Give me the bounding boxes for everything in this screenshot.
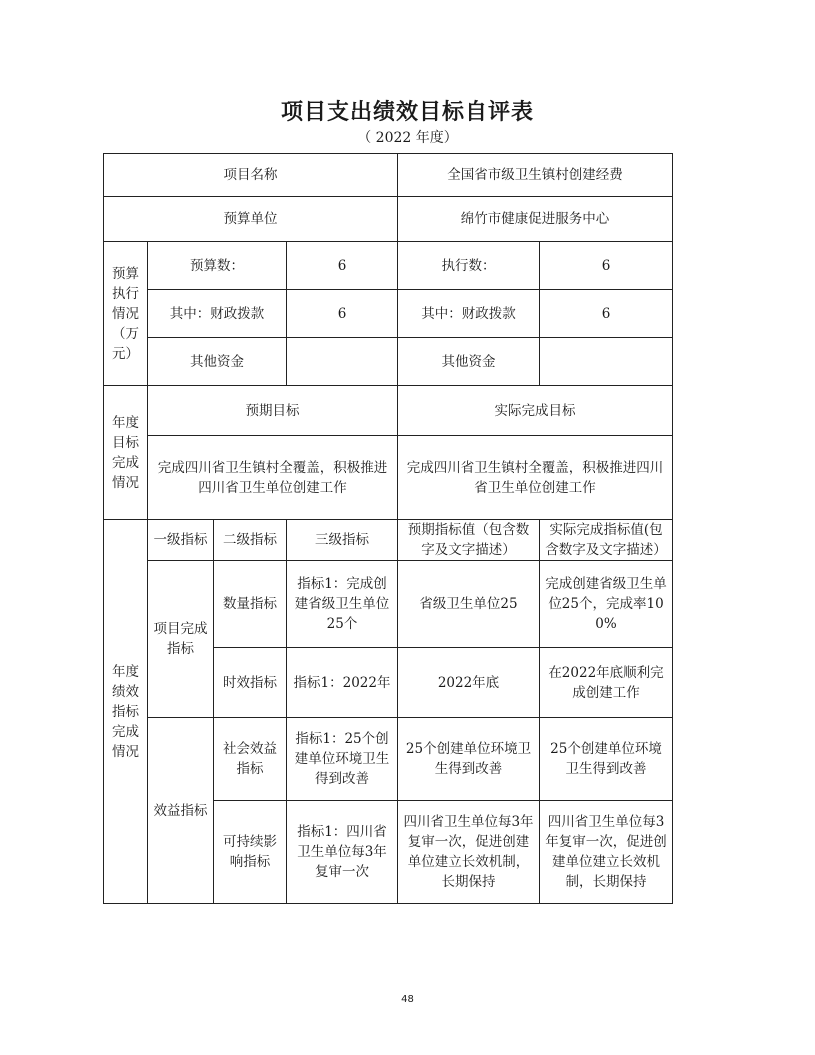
row-actual: 完成创建省级卫生单位25个，完成率100% [540,561,673,648]
row-level3: 指标1：完成创建省级卫生单位25个 [287,561,398,648]
budget-unit-label: 预算单位 [104,197,398,242]
page-number: 48 [401,994,414,1005]
other-funds-value-2 [540,338,673,386]
row-expected: 25个创建单位环境卫生得到改善 [398,718,540,801]
header-level1: 一级指标 [148,520,214,561]
expected-goal-text: 完成四川省卫生镇村全覆盖，积极推进四川省卫生单位创建工作 [148,436,398,520]
page-title: 项目支出绩效目标自评表 [280,100,534,125]
group-benefit: 效益指标 [148,718,214,904]
row-level2: 可持续影响指标 [214,801,287,904]
row-level2: 数量指标 [214,561,287,648]
self-evaluation-table [103,153,673,904]
project-name-label: 项目名称 [104,154,398,197]
actual-goal-header: 实际完成目标 [398,386,673,436]
other-funds-value-1 [287,338,398,386]
header-actual-value: 实际完成指标值(包含数字及文字描述） [540,520,673,561]
annual-goal-label: 年度目标完成情况 [104,386,148,520]
exec-amount-value: 6 [540,242,673,290]
fiscal-value-2: 6 [540,290,673,338]
header-expected-value: 预期指标值（包含数字及文字描述） [398,520,540,561]
budget-amount-label: 预算数： [148,242,287,290]
budget-unit-value: 绵竹市健康促进服务中心 [398,197,673,242]
fiscal-label-2: 其中：财政拨款 [398,290,540,338]
fiscal-label-1: 其中：财政拨款 [148,290,287,338]
fiscal-value-1: 6 [287,290,398,338]
row-expected: 2022年底 [398,648,540,718]
actual-goal-text: 完成四川省卫生镇村全覆盖，积极推进四川省卫生单位创建工作 [398,436,673,520]
row-level3: 指标1：25个创建单位环境卫生得到改善 [287,718,398,801]
header-level3: 三级指标 [287,520,398,561]
row-level2: 时效指标 [214,648,287,718]
group-project-completion: 项目完成指标 [148,561,214,718]
annual-indicator-label: 年度绩效指标完成情况 [104,520,148,904]
row-expected: 省级卫生单位25 [398,561,540,648]
budget-exec-label: 预算执行情况（万元） [104,242,148,386]
row-level3: 指标1：四川省卫生单位每3年复审一次 [287,801,398,904]
header-level2: 二级指标 [214,520,287,561]
other-funds-label-2: 其他资金 [398,338,540,386]
row-expected: 四川省卫生单位每3年复审一次，促进创建单位建立长效机制，长期保持 [398,801,540,904]
exec-amount-label: 执行数： [398,242,540,290]
budget-amount-value: 6 [287,242,398,290]
row-actual: 25个创建单位环境卫生得到改善 [540,718,673,801]
row-actual: 四川省卫生单位每3年复审一次，促进创建单位建立长效机制，长期保持 [540,801,673,904]
expected-goal-header: 预期目标 [148,386,398,436]
row-level3: 指标1：2022年 [287,648,398,718]
project-name-value: 全国省市级卫生镇村创建经费 [398,154,673,197]
year-line: （ 2022 年度） [357,130,458,146]
other-funds-label-1: 其他资金 [148,338,287,386]
row-actual: 在2022年底顺利完成创建工作 [540,648,673,718]
row-level2: 社会效益指标 [214,718,287,801]
